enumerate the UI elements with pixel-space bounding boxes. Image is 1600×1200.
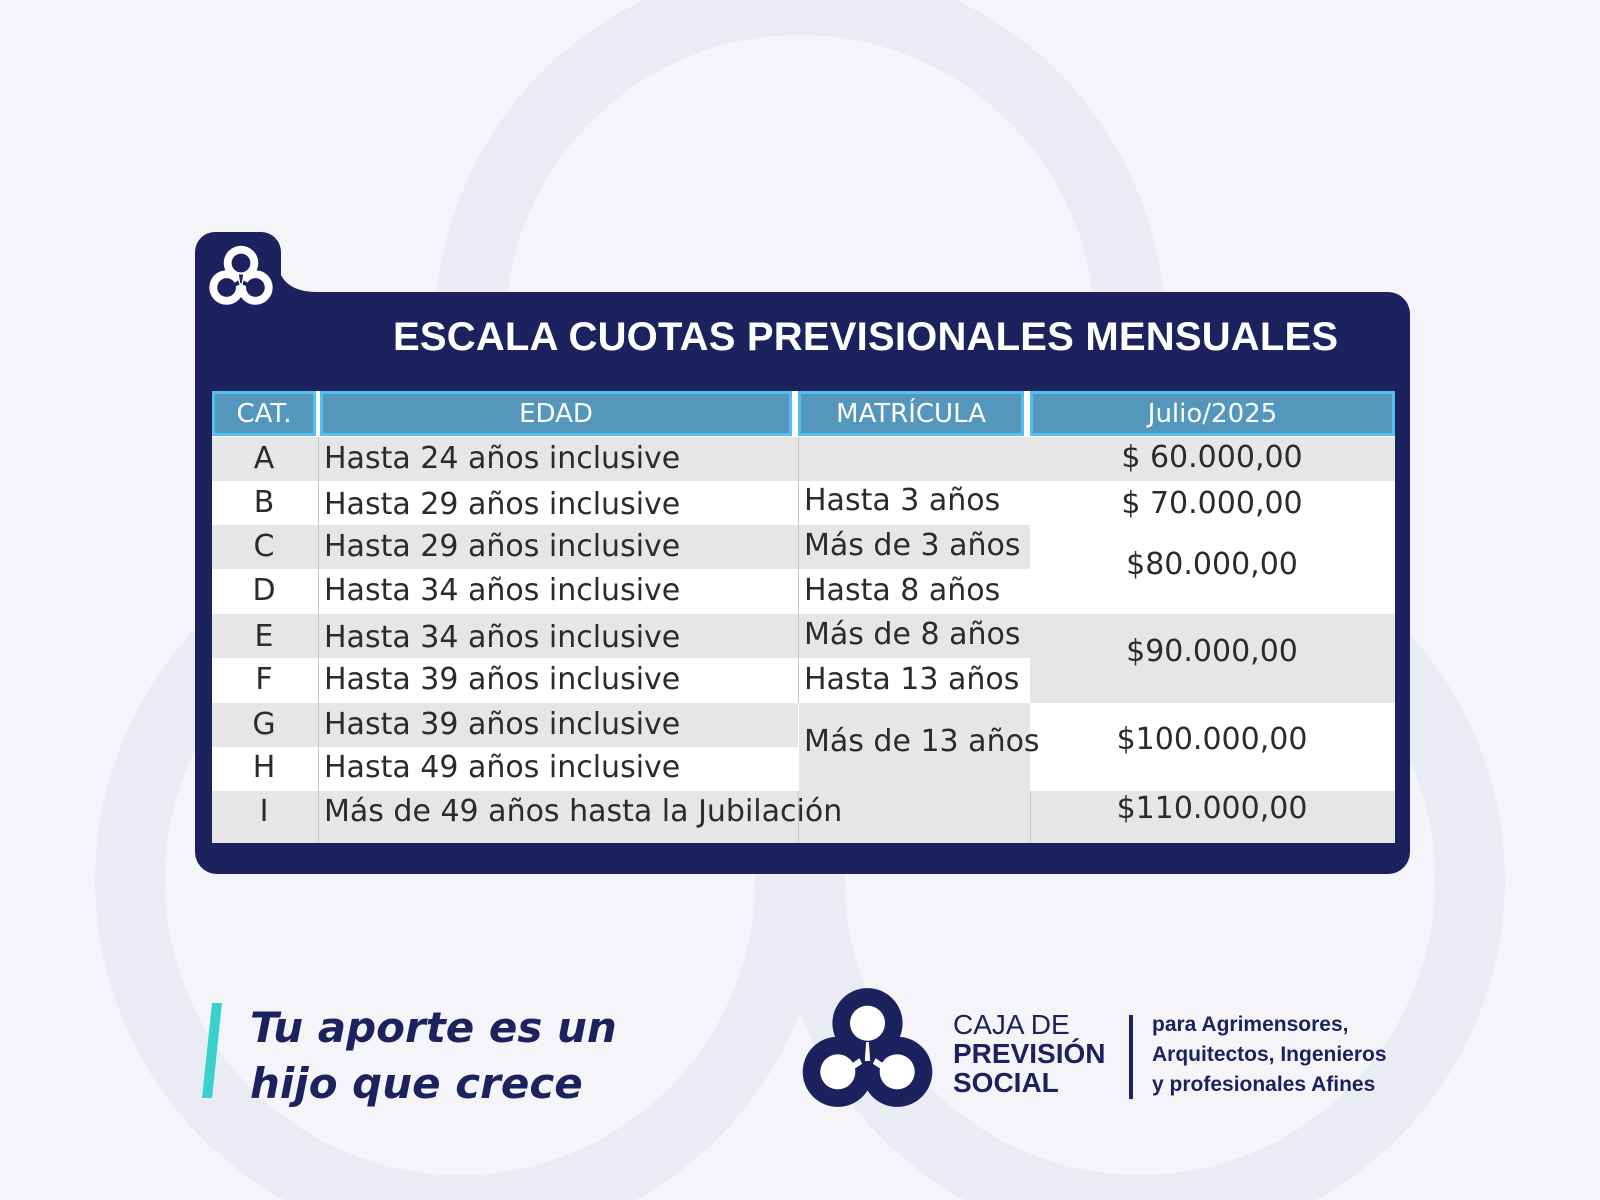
header-matricula: MATRÍCULA bbox=[798, 391, 1024, 436]
brand-sub-line-2: Arquitectos, Ingenieros bbox=[1152, 1043, 1387, 1066]
matricula-e: Más de 8 años bbox=[804, 617, 1021, 652]
edad-b: Hasta 29 años inclusive bbox=[324, 487, 681, 522]
edad-g: Hasta 39 años inclusive bbox=[324, 707, 681, 742]
edad-a: Hasta 24 años inclusive bbox=[324, 441, 681, 476]
header-edad: EDAD bbox=[320, 391, 792, 436]
amount-a: $ 60.000,00 bbox=[1121, 440, 1303, 475]
slogan-line-1: Tu aporte es un bbox=[250, 1003, 617, 1052]
amount-gh: $100.000,00 bbox=[1116, 722, 1308, 757]
slogan bbox=[250, 1000, 617, 1112]
edad-h: Hasta 49 años inclusive bbox=[324, 750, 681, 785]
edad-c: Hasta 29 años inclusive bbox=[324, 529, 681, 564]
col-divider-2 bbox=[798, 437, 799, 703]
header-julio-2025: Julio/2025 bbox=[1030, 391, 1395, 436]
cat-a: A bbox=[253, 441, 275, 476]
edad-e: Hasta 34 años inclusive bbox=[324, 620, 681, 655]
brand-divider bbox=[1129, 1015, 1133, 1099]
matricula-f: Hasta 13 años bbox=[804, 662, 1020, 697]
brand-name bbox=[953, 1010, 1105, 1097]
edad-i: Más de 49 años hasta la Jubilación bbox=[324, 794, 843, 829]
brand-line-2: PREVISIÓN bbox=[953, 1038, 1106, 1069]
fee-table bbox=[212, 391, 1395, 843]
card-tab-curve bbox=[277, 262, 317, 294]
page-title: ESCALA CUOTAS PREVISIONALES MENSUALES bbox=[393, 315, 1339, 359]
cat-f: F bbox=[255, 662, 273, 697]
brand-subtitle bbox=[1152, 1010, 1387, 1100]
amount-i: $110.000,00 bbox=[1116, 791, 1308, 826]
trefoil-logo-icon bbox=[205, 240, 277, 312]
slogan-line-2: hijo que crece bbox=[250, 1059, 583, 1108]
cat-d: D bbox=[252, 573, 276, 608]
col-divider-1 bbox=[318, 437, 319, 843]
header-cat: CAT. bbox=[212, 391, 316, 436]
brand-line-3: SOCIAL bbox=[953, 1067, 1059, 1098]
edad-d: Hasta 34 años inclusive bbox=[324, 573, 681, 608]
cat-c: C bbox=[253, 529, 275, 564]
matricula-c: Más de 3 años bbox=[804, 528, 1021, 563]
matricula-gh: Más de 13 años bbox=[804, 724, 1040, 759]
cat-g: G bbox=[252, 707, 276, 742]
cat-h: H bbox=[252, 750, 276, 785]
matricula-d: Hasta 8 años bbox=[804, 573, 1001, 608]
amount-ef: $90.000,00 bbox=[1126, 634, 1298, 669]
trefoil-logo-icon bbox=[800, 980, 935, 1115]
edad-f: Hasta 39 años inclusive bbox=[324, 662, 681, 697]
amount-cd: $80.000,00 bbox=[1126, 547, 1298, 582]
col-divider-3 bbox=[1030, 791, 1031, 843]
brand-sub-line-1: para Agrimensores, bbox=[1152, 1013, 1349, 1036]
matricula-b: Hasta 3 años bbox=[804, 483, 1001, 518]
brand-sub-line-3: y profesionales Afines bbox=[1152, 1073, 1376, 1096]
cat-b: B bbox=[253, 485, 275, 520]
cat-i: I bbox=[259, 794, 269, 829]
amount-b: $ 70.000,00 bbox=[1121, 486, 1303, 521]
cat-e: E bbox=[254, 619, 274, 654]
brand-line-1: CAJA DE bbox=[953, 1009, 1070, 1040]
